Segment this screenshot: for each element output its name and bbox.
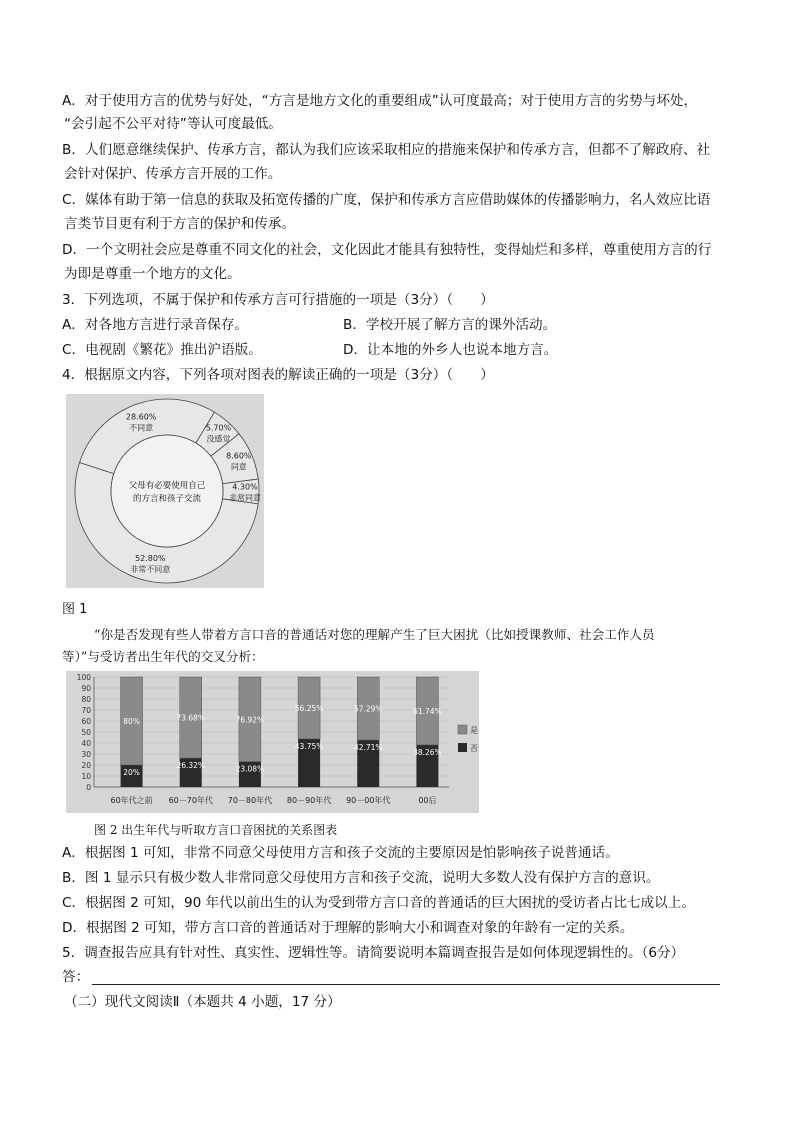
figure-2-intro-line2: 等）”与受访者出生年代的交叉分析： [62,649,264,664]
bar-label-yes: 73.68% [176,713,206,723]
y-tick-label: 90 [81,684,91,693]
bar-label-no: 26.32% [176,761,206,771]
donut-center-title-line1: 父母有必要使用自己 [128,481,206,491]
slice-category-label: 同意 [230,462,247,472]
question-3-option-a: A．对各地方言进行录音保存。 [62,317,249,333]
donut-chart-svg [66,394,264,588]
option-c-line1: C．媒体有助于第一信息的获取及拓宽传播的广度，保护和传承方言应借助媒体的传播影响力，名人效应比语 [62,192,711,208]
x-category-label: 90－00年代 [346,796,391,805]
y-tick-label: 100 [76,673,91,682]
slice-category-label: 非常同意 [228,493,261,503]
x-category-label: 60年代之前 [110,796,153,805]
legend-swatch-yes [458,725,467,734]
x-category-label: 00后 [418,796,437,805]
y-tick-label: 60 [81,717,91,726]
bar-label-no: 38.26% [413,747,442,757]
option-d-line2: 为即是尊重一个地方的文化。 [64,266,241,282]
question-5-stem: 5．调查报告应具有针对性、真实性、逻辑性等。请简要说明本篇调查报告是如何体现逻辑性的。（6分） [62,945,685,961]
bar-chart-svg [66,671,479,813]
option-a-line2: “会引起不公平对待”等认可度最低。 [64,116,282,132]
bar-label-yes: 61.74% [413,706,442,716]
y-tick-label: 50 [81,728,91,737]
slice-category-label: 没感觉 [206,434,231,444]
legend-label-yes: 是 [470,726,478,735]
figure-2-caption: 图 2 出生年代与听取方言口音困扰的关系图表 [94,823,338,837]
question-4-option-a: A．根据图 1 可知，非常不同意父母使用方言和孩子交流的主要原因是怕影响孩子说普通话。 [62,845,619,861]
y-tick-label: 30 [81,750,91,759]
option-b-line2: 会针对保护、传承方言开展的工作。 [64,166,282,182]
bar-label-yes: 57.29% [353,704,383,714]
option-b-line1: B．人们愿意继续保护、传承方言，都认为我们应该采取相应的措施来保护和传承方言，但都不了解政府、社 [62,142,711,158]
option-c-line2: 言类节目更有利于方言的保护和传承。 [64,216,296,232]
bar-label-no: 20% [123,768,140,777]
donut-hole [111,435,223,547]
figure-2-bar-chart [66,671,479,813]
slice-value-label: 8.60% [226,451,252,461]
slice-value-label: 28.60% [125,412,157,422]
y-tick-label: 70 [81,706,91,715]
x-category-label: 80－90年代 [286,796,332,805]
slice-category-label: 非常不同意 [130,565,171,575]
legend-swatch-no [458,743,467,752]
x-category-label: 60－70年代 [168,796,213,805]
question-4-option-d: D．根据图 2 可知，带方言口音的普通话对于理解的影响大小和调查对象的年龄有一定的关系。 [62,920,634,936]
bar-label-no: 23.08% [235,764,265,774]
question-3-stem: 3．下列选项，不属于保护和传承方言可行措施的一项是（3分）（ ） [62,292,494,308]
legend-label-no: 否 [470,744,478,753]
slice-value-label: 5.70% [205,423,232,433]
question-3-option-d: D．让本地的外乡人也说本地方言。 [343,342,558,358]
y-tick-label: 20 [81,761,91,770]
question-4-stem: 4．根据原文内容，下列各项对图表的解读正确的一项是（3分）（ ） [62,367,494,383]
bar-label-no: 42.71% [353,743,383,753]
answer-line[interactable] [92,984,720,985]
question-4-option-b: B．图 1 显示只有极少数人非常同意父母使用方言和孩子交流，说明大多数人没有保护方言的意识。 [62,870,660,886]
donut-center-title-line2: 的方言和孩子交流 [132,494,202,504]
bar-label-yes: 76.92% [235,715,265,725]
slice-category-label: 不同意 [129,423,154,433]
question-3-option-b: B．学校开展了解方言的课外活动。 [343,317,557,333]
slice-value-label: 52.80% [135,554,166,564]
section-2-heading: （二）现代文阅读Ⅱ（本题共 4 小题，17 分） [64,994,341,1010]
figure-1-label: 图 1 [62,602,88,617]
answer-label: 答： [62,969,90,985]
y-tick-label: 40 [81,739,91,748]
option-d-line1: D．一个文明社会应是尊重不同文化的社会，文化因此才能具有独特性，变得灿烂和多样，尊重使用方言的行 [62,242,712,258]
figure-2-intro-line1: “你是否发现有些人带着方言口音的普通话对您的理解产生了巨大困扰（比如授课教师、社会工作人员 [94,627,655,642]
y-tick-label: 10 [81,772,91,781]
option-a-line1: A．对于使用方言的优势与好处，“方言是地方文化的重要组成”认可度最高；对于使用方言的劣势与坏处， [62,93,698,109]
bar-label-yes: 56.25% [294,703,324,713]
figure-1-donut-chart [66,394,264,588]
y-tick-label: 80 [81,695,91,704]
question-4-option-c: C．根据图 2 可知，90 年代以前出生的认为受到带方言口音的普通话的巨大困扰的受访者占比七成以上。 [62,895,695,911]
bar-label-yes: 80% [123,717,140,726]
x-category-label: 70－80年代 [227,796,273,805]
bar-label-no: 43.75% [294,741,324,751]
question-3-option-c: C．电视剧《繁花》推出沪语版。 [62,342,262,358]
y-tick-label: 0 [86,783,91,792]
slice-value-label: 4.30% [232,482,258,492]
